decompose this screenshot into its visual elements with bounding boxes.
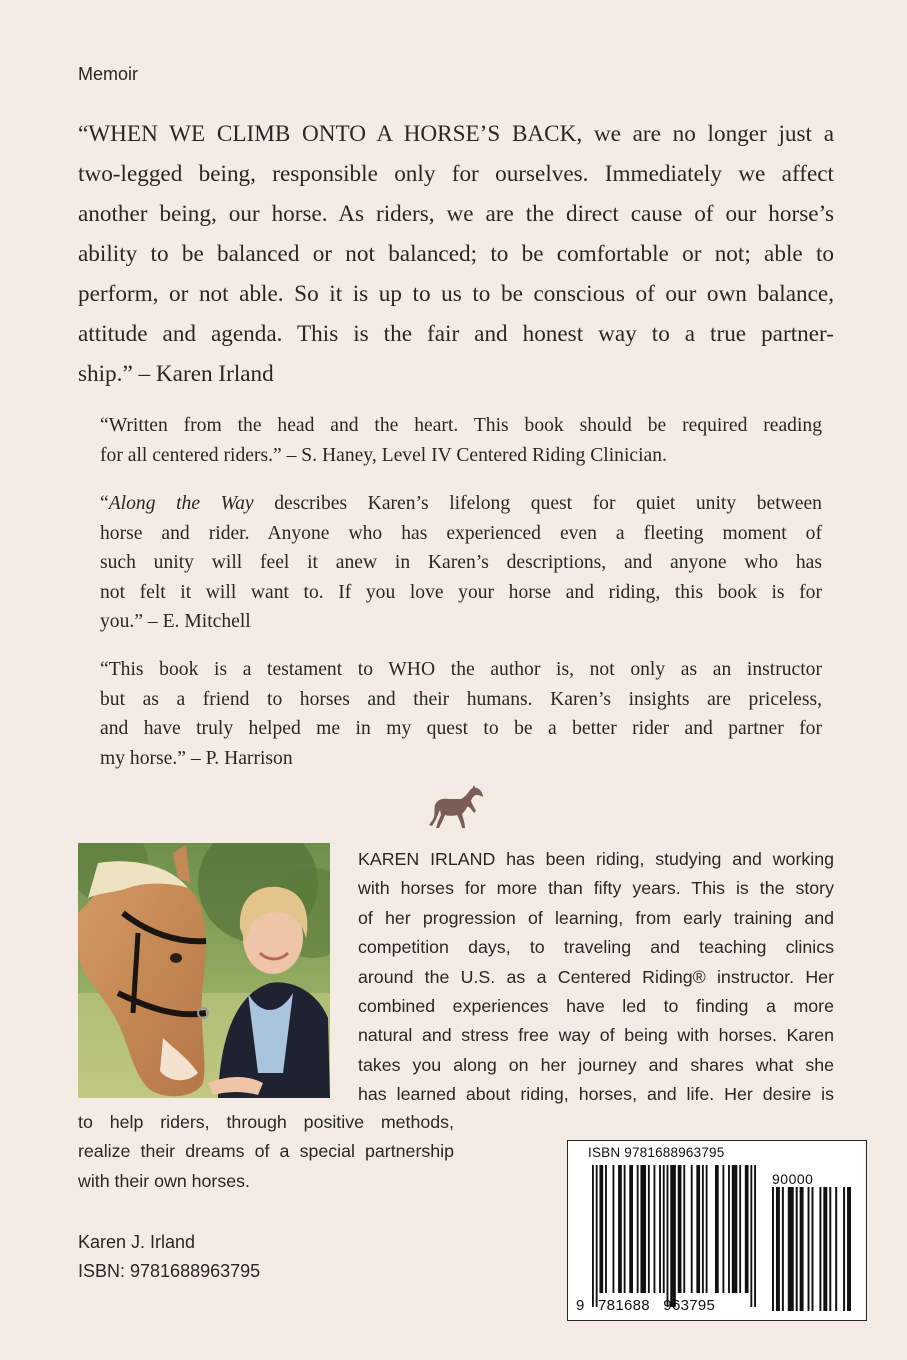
bio-line: natural and stress free way of being with horses. Karen xyxy=(358,1025,834,1046)
barcode-bar xyxy=(659,1165,661,1293)
barcode-bar xyxy=(819,1187,821,1311)
barcode-bar xyxy=(667,1165,669,1307)
barcode-bar xyxy=(800,1187,804,1311)
review-line: you.” – E. Mitchell xyxy=(100,611,251,632)
barcode-bar xyxy=(835,1187,837,1311)
main-quote-line: perform, or not able. So it is up to us to be conscious of our own balance, xyxy=(78,281,834,307)
barcode-bar xyxy=(715,1165,719,1293)
review-line: not felt it will want to. If you love your horse and riding, this book is for xyxy=(100,581,822,603)
horse-icon xyxy=(428,784,484,830)
bio-line: takes you along on her journey and shares what she xyxy=(358,1054,834,1075)
barcode-bar xyxy=(745,1165,749,1293)
review-line: and have truly helped me in my quest to be a better rider and partner for xyxy=(100,718,822,739)
review-line: “Written from the head and the heart. This book should be required reading xyxy=(100,415,822,436)
barcode-bar xyxy=(812,1187,814,1311)
review-haney xyxy=(100,411,822,470)
barcode-isbn-label: ISBN 9781688963795 xyxy=(588,1145,725,1160)
barcode-bar xyxy=(782,1187,784,1311)
bio-line: with their own horses. xyxy=(78,1170,250,1191)
barcode-bar xyxy=(808,1187,810,1311)
barcode-bar xyxy=(691,1165,693,1293)
barcode-bar xyxy=(722,1165,724,1293)
review-line: for all centered riders.” – S. Haney, Level IV Centered Riding Clinician. xyxy=(100,444,667,466)
barcode-bar xyxy=(829,1187,831,1311)
isbn-text: ISBN: 9781688963795 xyxy=(78,1261,261,1281)
main-quote-line: ship.” – Karen Irland xyxy=(78,361,274,387)
review-line: horse and rider. Anyone who has experienced even a fleeting moment of xyxy=(100,522,822,544)
barcode-bar xyxy=(728,1165,730,1293)
barcode-bar xyxy=(683,1165,685,1293)
main-quote-line: ability to be balanced or not balanced; to be comfortable or not; able to xyxy=(78,241,834,267)
barcode-bar xyxy=(629,1165,633,1293)
review-line: but as a friend to horses and their humans. Karen’s insights are priceless, xyxy=(100,688,822,710)
barcode-bar xyxy=(592,1165,594,1307)
barcode-bar xyxy=(732,1165,738,1293)
review-harrison xyxy=(100,655,822,773)
barcode-price-code: 90000 xyxy=(772,1171,814,1187)
barcode-bar xyxy=(596,1165,598,1307)
barcode-bar xyxy=(788,1187,794,1311)
bio-line: around the U.S. as a Centered Riding® instructor. Her xyxy=(358,966,834,987)
barcode-bar xyxy=(605,1165,607,1293)
category-label: Memoir xyxy=(78,64,139,84)
bio-line: realize their dreams of a special partnership xyxy=(78,1141,454,1162)
barcode-bar xyxy=(663,1165,665,1293)
barcode-bar xyxy=(750,1165,752,1307)
main-quote-line: two-legged being, responsible only for ourselves. Immediately we affect xyxy=(78,161,834,187)
barcode-bar xyxy=(776,1187,780,1311)
barcode-bar xyxy=(599,1165,603,1293)
barcode-bar xyxy=(706,1165,708,1293)
barcode-bar xyxy=(637,1165,639,1293)
main-quote-line: attitude and agenda. This is the fair and honest way to a true partner- xyxy=(78,321,834,347)
barcode-bar xyxy=(796,1187,798,1311)
barcode-bar xyxy=(739,1165,741,1293)
bio-line: has learned about riding, horses, and life. Her desire is xyxy=(358,1084,834,1105)
main-quote xyxy=(78,114,834,394)
barcode-bar xyxy=(702,1165,704,1293)
barcode-bar xyxy=(847,1187,851,1311)
review-open-quote: “ xyxy=(100,493,109,514)
bio-line: of her progression of learning, from early training and xyxy=(358,907,834,928)
main-quote-line: “WHEN WE CLIMB ONTO A HORSE’S BACK, we are no longer just a xyxy=(78,121,834,147)
bio-line: with horses for more than fifty years. This is the story xyxy=(358,878,834,899)
author-bio-left xyxy=(78,1108,454,1196)
barcode-bar xyxy=(678,1165,682,1293)
barcode-bar xyxy=(823,1187,827,1311)
bio-line: KAREN IRLAND has been riding, studying and working xyxy=(358,849,834,869)
barcode-digits: 9 781688 963795 xyxy=(576,1297,729,1314)
barcode-addon xyxy=(772,1187,851,1311)
barcode-bar xyxy=(754,1165,756,1307)
book-title: Along the Way xyxy=(108,493,254,514)
barcode-bar xyxy=(640,1165,646,1293)
barcode-bar xyxy=(648,1165,650,1293)
barcode-bar xyxy=(696,1165,700,1293)
barcode-bar xyxy=(654,1165,656,1293)
barcode-bar xyxy=(843,1187,845,1311)
bio-line: competition days, to traveling and teaching clinics xyxy=(358,937,834,958)
main-quote-line: another being, our horse. As riders, we are the direct cause of our horse’s xyxy=(78,201,834,227)
review-line xyxy=(100,489,822,519)
barcode-main xyxy=(592,1165,756,1307)
author-photo xyxy=(78,843,330,1098)
barcode-box xyxy=(567,1140,867,1321)
review-line-text: describes Karen’s lifelong quest for quiet unity between xyxy=(253,493,822,514)
barcode-bar xyxy=(613,1165,615,1293)
bio-line: combined experiences have led to finding a more xyxy=(358,996,834,1017)
author-bio-right xyxy=(358,845,834,1110)
author-info xyxy=(78,1228,260,1286)
review-mitchell xyxy=(100,489,822,637)
review-line: “This book is a testament to WHO the author is, not only as an instructor xyxy=(100,659,822,680)
barcode-bar xyxy=(772,1187,774,1311)
bio-line: to help riders, through positive methods, xyxy=(78,1112,454,1132)
barcode-bar xyxy=(624,1165,626,1293)
author-name: Karen J. Irland xyxy=(78,1232,196,1252)
barcode-bar xyxy=(618,1165,622,1293)
review-line: my horse.” – P. Harrison xyxy=(100,747,293,769)
barcode-bar xyxy=(670,1165,676,1307)
review-line: such unity will feel it anew in Karen’s descriptions, and anyone who has xyxy=(100,552,822,573)
